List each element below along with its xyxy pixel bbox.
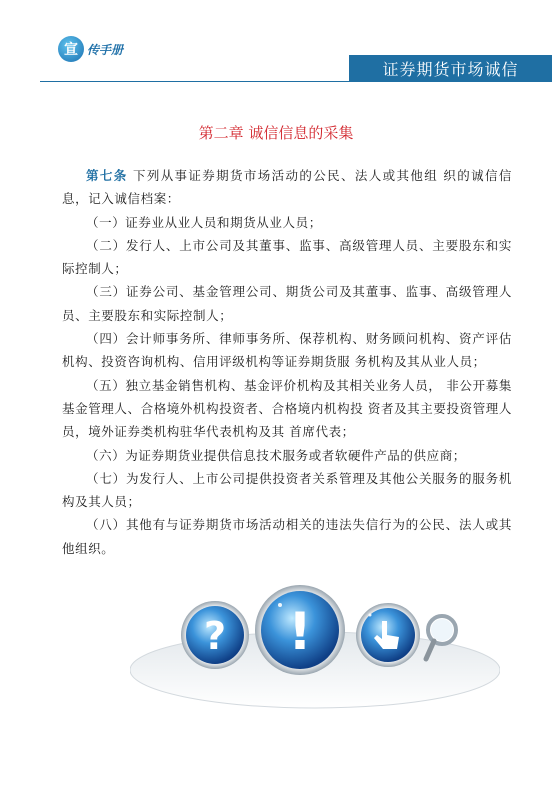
article-item: （一）证券业从业人员和期货从业人员； xyxy=(86,214,322,230)
decorative-illustration xyxy=(130,575,500,775)
article-intro xyxy=(62,164,512,211)
exclamation-mark-icon xyxy=(255,585,345,675)
logo-badge: 宣 xyxy=(58,36,84,62)
article-body xyxy=(62,164,512,560)
article-item: （七）为发行人、上市公司提供投资者关系管理及其他公关服务的服务机构及其人员； xyxy=(62,470,512,510)
svg-text:!: ! xyxy=(288,602,312,662)
brochure-logo xyxy=(58,36,123,62)
article-heading: 第七条 xyxy=(86,168,128,183)
svg-text:?: ? xyxy=(203,614,227,658)
article-item: （四）会计师事务所、律师事务所、保荐机构、财务顾问机构、资产评估机构、投资咨询机构、信用评级机构等证券期货服 务机构及其从业人员； xyxy=(62,331,512,370)
article-item: （三）证券公司、基金管理公司、期货公司及其董事、监事、高级管理人员、主要股东和实际控制人； xyxy=(62,284,512,323)
header-divider xyxy=(40,81,552,82)
article-item: （八）其他有与证券期货市场活动相关的违法失信行为的公民、法人或其他组织。 xyxy=(62,517,512,556)
chapter-title: 第二章 诚信信息的采集 xyxy=(198,124,354,142)
article-item: （五）独立基金销售机构、基金评价机构及其相关业务人员， 非公开募集基金管理人、合格境外机构投资者、合格境内机构投 资者及其主要投资管理人员，境外证券类机构驻华代表机构及其 首席代表； xyxy=(62,377,512,440)
pointing-hand-icon xyxy=(356,603,420,667)
logo-text: 传手册 xyxy=(87,42,124,57)
article-item: （六）为证券期货业提供信息技术服务或者软硬件产品的供应商； xyxy=(86,447,466,463)
question-mark-icon xyxy=(181,601,249,669)
article-intro-text: 下列从事证券期货市场活动的公民、法人或其他组 织的诚信信息，记入诚信档案： xyxy=(62,168,512,207)
article-item: （二）发行人、上市公司及其董事、监事、高级管理人员、主要股东和实际控制人； xyxy=(62,237,512,277)
section-title: 证券期货市场诚信 xyxy=(382,59,519,79)
